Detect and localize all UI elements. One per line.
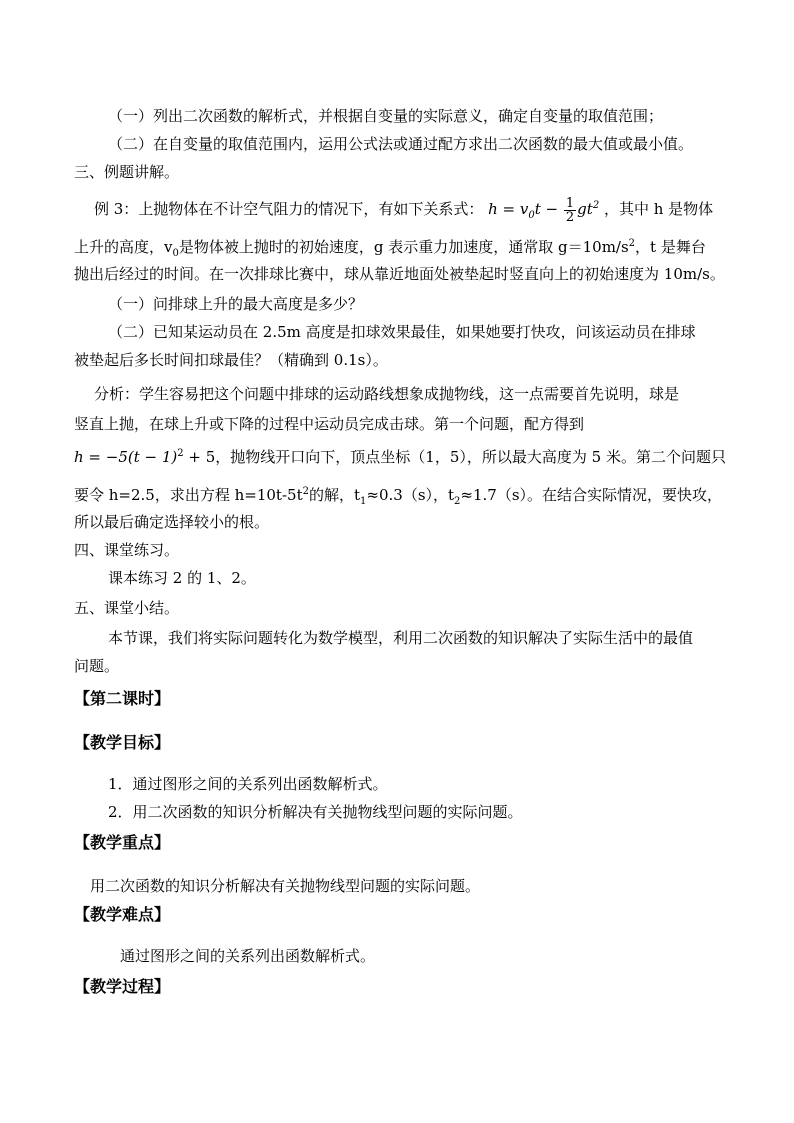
question-two-line-1: （二）已知某运动员在 2.5m 高度是扣球效果最佳，如果她要打快攻，问该运动员在排球 — [108, 323, 696, 341]
analysis-line-1: 分析：学生容易把这个问题中排球的运动路线想象成抛物线，这一点需要首先说明，球是 — [94, 385, 680, 403]
key-points-text: 用二次函数的知识分析解决有关抛物线型问题的实际问题。 — [90, 877, 481, 895]
example-line-3: 抛出后经过的时间。在一次排球比赛中，球从靠近地面处被垫起时竖直向上的初始速度为 10m/s。 — [74, 265, 725, 283]
summary-line-1: 本节课，我们将实际问题转化为数学模型，利用二次函数的知识解决了实际生活中的最值 — [108, 629, 694, 647]
teaching-goals-heading: 【教学目标】 — [74, 733, 171, 752]
example-line-2: 上升的高度，$v_0$是物体被上抛时的初始速度，g 表示重力加速度，通常取 $g=10m/s^2$，t 是舞台 — [74, 238, 706, 259]
step-one-text: （一）列出二次函数的解析式，并根据自变量的实际意义，确定自变量的取值范围； — [108, 107, 664, 125]
question-one: （一）问排球上升的最大高度是多少？ — [108, 295, 364, 313]
example-intro: 例 3：上抛物体在不计空气阻力的情况下，有如下关系式： — [94, 200, 484, 218]
example-line-1-tail: ，其中 h 是物体 — [603, 200, 714, 218]
analysis-line-5: 所以最后确定选择较小的根。 — [74, 513, 270, 531]
summary-line-2: 问题。 — [74, 657, 120, 675]
section-summary-heading: 五、课堂小结。 — [74, 599, 180, 617]
goal-item-1: 1．通过图形之间的关系列出函数解析式。 — [108, 775, 388, 793]
practice-text: 课本练习 2 的 1、2。 — [108, 569, 256, 587]
section-example-heading: 三、例题讲解。 — [74, 163, 180, 181]
goal-item-2: 2．用二次函数的知识分析解决有关抛物线型问题的实际问题。 — [108, 803, 523, 821]
key-points-heading: 【教学重点】 — [74, 833, 171, 852]
difficulties-text: 通过图形之间的关系列出函数解析式。 — [120, 947, 376, 965]
teaching-process-heading: 【教学过程】 — [74, 977, 171, 996]
second-lesson-heading: 【第二课时】 — [74, 689, 171, 708]
analysis-line-4: 要令 h=2.5，求出方程 $h=10t-5t^2$的解，$t_1\approx 0.3(s)$，$t_2\approx 1.7(s)$。在结合实际情况，要快攻， — [74, 486, 723, 507]
difficulties-heading: 【教学难点】 — [74, 905, 171, 924]
example-line-1 — [94, 196, 713, 226]
step-two-text: （二）在自变量的取值范围内，运用公式法或通过配方求出二次函数的最大值或最小值。 — [108, 135, 694, 153]
analysis-line-2: 竖直上抛，在球上升或下降的过程中运动员完成击球。第一个问题，配方得到 — [74, 415, 585, 433]
example-formula: $h = v_0t$ − $\frac{1}{2}$ $gt^2$ — [488, 195, 600, 225]
vertex-formula: $h = -5(t - 1)^2 + 5$ — [74, 448, 216, 466]
analysis-line-3: $h = -5(t - 1)^2 + 5$，抛物线开口向下，顶点坐标（1，5），所以最大高度为 5 米。第二个问题只 — [74, 448, 726, 466]
question-two-line-2: 被垫起后多长时间扣球最佳？（精确到 0.1s）。 — [74, 351, 388, 369]
section-practice-heading: 四、课堂练习。 — [74, 541, 180, 559]
